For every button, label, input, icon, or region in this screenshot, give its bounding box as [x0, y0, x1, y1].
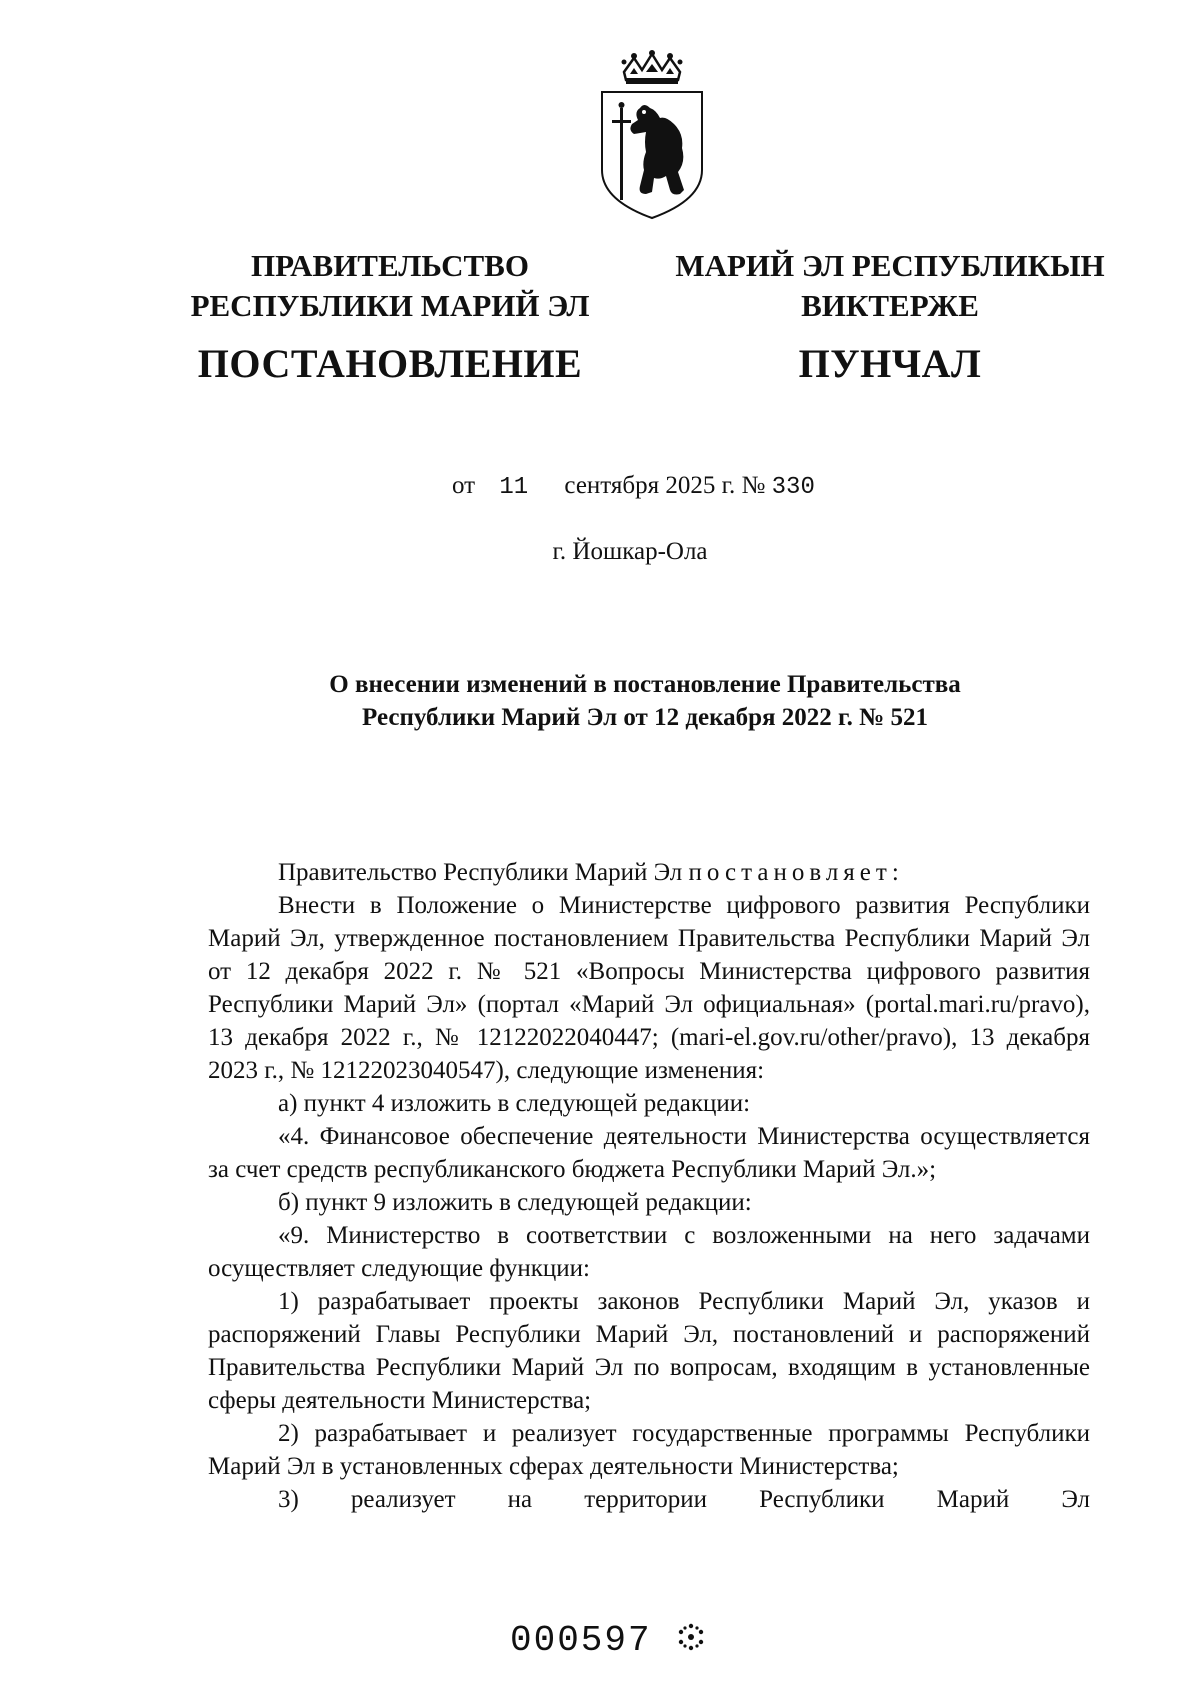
document-body — [208, 856, 1090, 1516]
paragraph: 3) реализует на территории Республики Марий Эл — [278, 1486, 1090, 1513]
paragraph: а) пункт 4 изложить в следующей редакции: — [278, 1090, 751, 1117]
act-type: ПОСТАНОВЛЕНИЕ — [197, 341, 583, 386]
paragraph: 1) разрабатывает проекты законов Республики Марий Эл, указов и распоряжений Главы Республики Марий Эл, постановлений и распоряжений Правительства Республики Марий Эл по вопросам, входящим в установленные сферы деятельности Министерства; — [208, 1288, 1090, 1414]
coat-of-arms-icon — [594, 50, 710, 225]
date-month-year: сентября 2025 г. № — [564, 472, 766, 499]
paragraph: 2) разрабатывает и реализует государственные программы Республики Марий Эл в установленных сферах деятельности Министерства; — [208, 1420, 1090, 1480]
city: г. Йошкар-Ола — [552, 538, 708, 565]
title-line1: О внесении изменений в постановление Правительства — [329, 671, 961, 698]
document-date-number — [452, 470, 815, 504]
header-left — [170, 246, 610, 388]
preamble-text: Правительство Республики Марий Эл — [278, 859, 689, 886]
asterisk-stamp-icon — [676, 1620, 706, 1654]
act-type-mari: ПУНЧАЛ — [798, 341, 982, 386]
paragraph: «4. Финансовое обеспечение деятельности Министерства осуществляется за счет средств республиканского бюджета Республики Марий Эл.»; — [208, 1123, 1090, 1183]
date-prefix: от — [452, 472, 476, 499]
paragraph: Внести в Положение о Министерстве цифрового развития Республики Марий Эл, утвержденное постановлением Правительства Республики Марий Эл от 12 декабря 2022 г. № 521 «Вопросы Министерства цифрового развития Республики Марий Эл» (портал «Марий Эл официальная» (portal.mari.ru/pravo), 13 декабря 2022 г., № 12122022040447; (mari-el.gov.ru/other/pravo), 13 декабря 2023 г., № 12122023040547), следующие изменения: — [208, 892, 1090, 1084]
paragraph — [208, 856, 1090, 889]
title-line2: Республики Марий Эл от 12 декабря 2022 г. № 521 — [362, 704, 928, 731]
org-name-mari-line2: ВИКТЕРЖЕ — [801, 288, 979, 323]
date-day: 11 — [499, 474, 529, 501]
document-number: 330 — [771, 474, 815, 501]
serial-number: 000597 — [510, 1620, 652, 1661]
header-right — [660, 246, 1120, 388]
preamble-decree: постановляет: — [688, 859, 904, 886]
paragraph: б) пункт 9 изложить в следующей редакции: — [278, 1189, 752, 1216]
document-title — [200, 668, 1090, 734]
org-name-mari-line1: МАРИЙ ЭЛ РЕСПУБЛИКЫН — [675, 248, 1105, 283]
org-name-line1: ПРАВИТЕЛЬСТВО — [251, 248, 529, 283]
org-name-line2: РЕСПУБЛИКИ МАРИЙ ЭЛ — [190, 288, 590, 323]
paragraph: «9. Министерство в соответствии с возложенными на него задачами осуществляет следующие функции: — [208, 1222, 1090, 1282]
